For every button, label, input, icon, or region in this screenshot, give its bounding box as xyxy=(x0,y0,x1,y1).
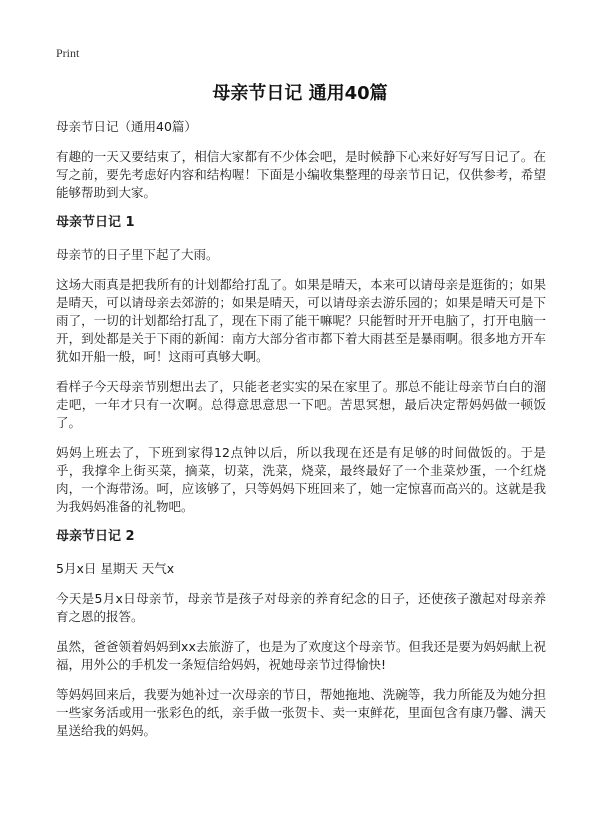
section-2-paragraph-4: 等妈妈回来后，我要为她补过一次母亲的节日，帮她拖地、洗碗等，我力所能及为她分担一些家务活或用一张彩色的纸，亲手做一张贺卡、卖一束鲜花，里面包含有康乃馨、满天星送给我的妈妈。 xyxy=(56,687,546,738)
section-1-paragraph-3: 看样子今天母亲节别想出去了，只能老老实实的呆在家里了。那总不能让母亲节白白的溜走吧，一年才只有一次啊。总得意思意思一下吧。苦思冥想，最后决定帮妈妈做一顿饭了。 xyxy=(56,379,546,430)
document-subtitle: 母亲节日记（通用40篇） xyxy=(56,119,197,134)
section-2-paragraph-3: 虽然，爸爸领着妈妈到xx去旅游了，也是为了欢度这个母亲节。但我还是要为妈妈献上祝福，用外公的手机发一条短信给妈妈，祝她母亲节过得愉快! xyxy=(56,639,546,672)
section-2-paragraph-1: 5月x日 星期天 天气x xyxy=(56,561,175,576)
document-title: 母亲节日记 通用40篇 xyxy=(212,83,388,104)
section-1-paragraph-4: 妈妈上班去了，下班到家得12点钟以后，所以我现在还是有足够的时间做饭的。于是乎，我撑伞上街买菜，摘菜，切菜，洗菜，烧菜，最终最好了一个韭菜炒蛋，一个红烧肉，一个海带汤。呵，应该够了，只等妈妈下班回来了，她一定惊喜而高兴的。这就是我为我妈妈准备的礼物吧。 xyxy=(56,445,546,514)
section-heading-2: 母亲节日记 2 xyxy=(56,529,135,544)
section-2-paragraph-2: 今天是5月x日母亲节，母亲节是孩子对母亲的养育纪念的日子，还使孩子激起对母亲养育之恩的报答。 xyxy=(56,591,546,624)
section-heading-1: 母亲节日记 1 xyxy=(56,215,135,230)
section-1-paragraph-2: 这场大雨真是把我所有的计划都给打乱了。如果是晴天，本来可以请母亲是逛街的；如果是晴天，可以请母亲去郊游的；如果是晴天，可以请母亲去游乐园的；如果是晴天可是下雨了，一切的计划都给打乱了，现在下雨了能干嘛呢？只能暂时开开电脑了，打开电脑一开，到处都是关于下雨的新闻：南方大部分省市都下着大雨甚至是暴雨啊。很多地方开车犹如开船一般，呵！这雨可真够大啊。 xyxy=(56,277,546,364)
document-body xyxy=(56,118,546,752)
intro-paragraph: 有趣的一天又要结束了，相信大家都有不少体会吧，是时候静下心来好好写写日记了。在写之前，要先考虑好内容和结构喔！下面是小编收集整理的母亲节日记，仅供参考，希望能够帮助到大家。 xyxy=(56,149,546,200)
print-label: Print xyxy=(56,46,80,60)
section-1-paragraph-1: 母亲节的日子里下起了大雨。 xyxy=(56,247,219,262)
